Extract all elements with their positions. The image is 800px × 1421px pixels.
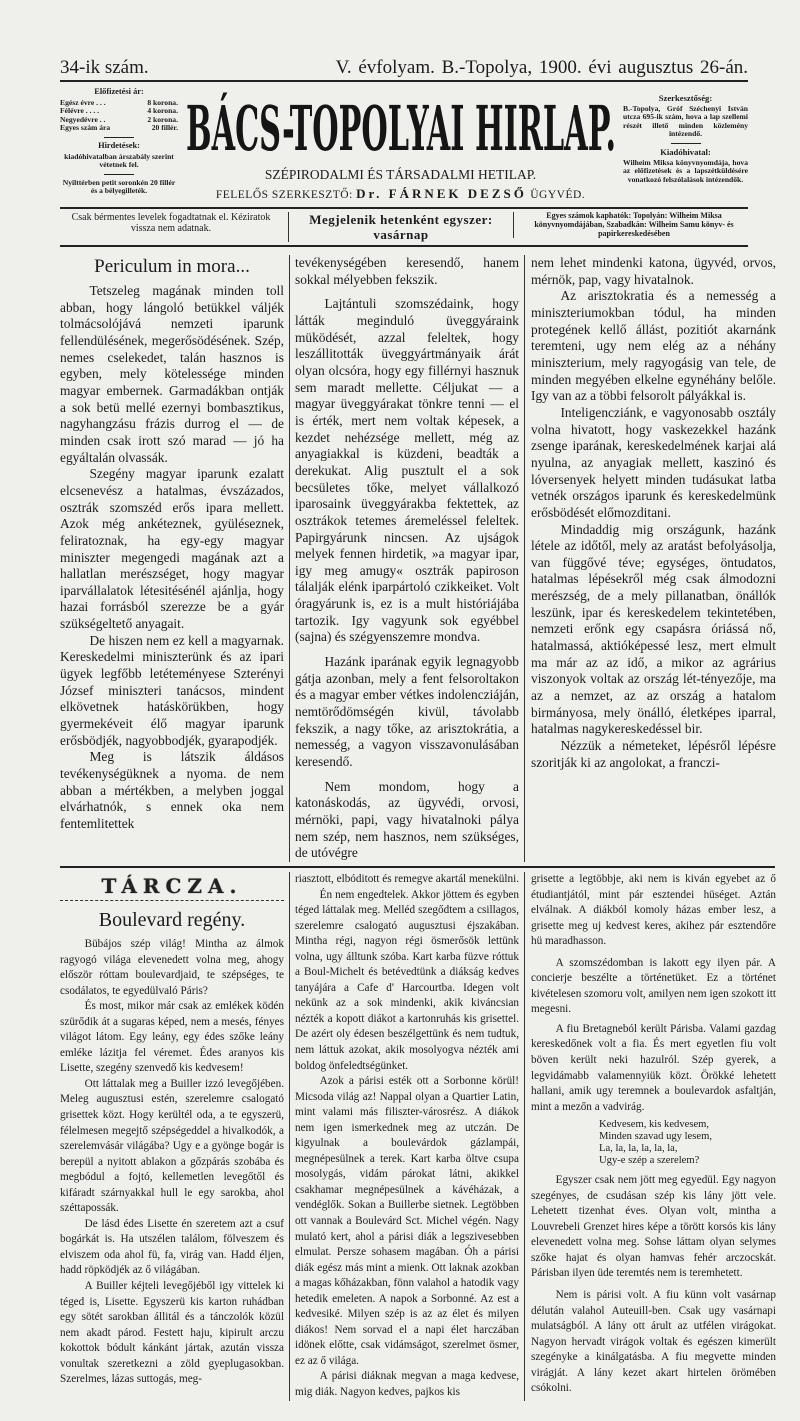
- paragraph: De hiszen nem ez kell a magyarnak. Kereskedelmi miniszterünk és az ipari ügyek legfőbb letéteményese Szterényi József miniszteri tanácsos, mindent elkövetnek hatáskörükben, hogy gyermekéveit élő magyar iparunk erősbödjék, nagyobbodjék, gyarapodjék.: [60, 632, 284, 748]
- price-label: Egyes szám ára: [60, 123, 111, 133]
- editorial-heading: Szerkesztőség:: [658, 93, 713, 103]
- divider: [104, 137, 134, 138]
- issue-number: 34-ik szám.: [60, 57, 149, 78]
- masthead: [178, 88, 623, 203]
- feuilleton-column-1: [60, 872, 290, 1401]
- poem-line: Ugy-e szép a szerelem?: [599, 1155, 700, 1167]
- poem: [599, 1119, 776, 1167]
- paragraph: grisette a legtöbbje, aki nem is kiván egyebet az ő étudiantjától, mint pár esztendei hüséget. Aztán elválnak. A diákból komoly házas ember lesz, a grisette meg uj kedvest keres, akihez pár esztendőre hü maradhasson.: [531, 872, 776, 948]
- paragraph: Szegény magyar iparunk ezalatt elcsenevész a hatalmas, évszázados, osztrák szomszéd erős ipara mellett. Azok még ankéteznek, gyüléseznek, feliratoznak, ha egy-egy magyar miniszter megengedi magának azt a hallatlan merészséget, hogy magyar iparvállalatok létesitésénél ajánlja, hogy hazai forrásból szerezze be a gyár szükségeltető anyagait.: [60, 466, 284, 632]
- notice-letters: Csak bérmentes levelek fogadtatnak el. Kéziratok vissza nem adatnak.: [71, 212, 271, 234]
- paragraph: Meg is látszik áldásos tevékenységüknek a nyoma. de nem abban a mértékben, a melyben joggal elvárhatnók, s ennek oka nem fentemlitettek: [60, 749, 284, 831]
- paragraph: Én nem engedtelek. Akkor jöttem és egyben téged láttalak meg. Melléd szegődtem a csillagos, szerelemre csalogató augusztusi éjszakában. Mintha régi, nagyon régi ösmerősök lettünk volna, ugy álltunk szóba. Kart karba füzve róttuk a Boul-Michelt és betévedtünk a diákság kedves tanyájára a Cafe d' Harcourtba. Idegen volt nekünk az a sok mindenki, akik kiváncsian nézték a kopott diákot a kartonruhás kis grisettel. De azért oly édesen beszélgettünk és nem tudtuk, nem láttuk azokat, akik mosolyogva nézték ami boldog önfeledtségünket.: [295, 888, 519, 1072]
- newspaper-subtitle: SZÉPIRODALMI ÉS TÁRSADALMI HETILAP.: [264, 167, 537, 182]
- editor-label: FELELŐS SZERKESZTŐ:: [215, 189, 353, 201]
- paragraph: Inteligencziánk, e vagyonosabb osztály volna hivatott, hogy vaskezekkel hazánk zsenge iparának, kereskedelmének karjai alá nyulna, az anyagiak mellett, kaszinó és lóversenyek helyett minden tudásukat latba vetnék országos iparunk és kereskedelmünk erősbödését előmozditani.: [531, 404, 776, 520]
- paragraph: Az arisztokratia és a nemesség a miniszteriumokban tódul, ha minden protegének kellő állást, pozitiót akarnánk teremteni, ugy nem elég az a néhány miniszterium, mely ragyogásig van tele, de minden megyében elkelne egynéhány belőle. Igy van az a többi felsorolt pályákkal is.: [531, 288, 776, 404]
- article-column-3: [525, 255, 776, 862]
- poem-line: La, la, la, la, la, la,: [599, 1143, 678, 1155]
- paragraph: Nézzük a németeket, lépésről lépésre szoritják ki az angolokat, a franczi-: [531, 738, 776, 770]
- paragraph: Hazánk iparának egyik legnagyobb gátja azonban, mely a fent felsoroltakon és a magyar ember vétkes indolencziáján, nemtörődömségén kivül, távolabb fekszik, a nagy tőke, az arisztokrátia, a nemesség, a vagyon visszavonulásában keresendő.: [295, 654, 519, 770]
- paragraph: Ott láttalak meg a Builler izzó levegőjében. Meleg augusztusi estén, szerelemre csalogató grisettek közt. Hogy kerültél oda, a te egyszerü, félelmesen megejtő szépségeddel a hivalkodók, a szerelemvásár világába? Ugy e a gyönge bogár is berepül a nyitott ablakon a gőzpárás szobába és megbódul a fojtó, kellemetlen levegőtől és kifáradt szárnyakkal hull le egy sarokba, ahol széttapossák.: [60, 1077, 284, 1215]
- paragraph: riasztott, elbóditott és remegve akartál menekülni.: [295, 872, 519, 885]
- price-row: [60, 124, 178, 133]
- divider: [104, 174, 134, 175]
- publisher-text: Wilheim Miksa könyvnyomdája, hova az előfizetések és a lapszétküldésére vonatkozó felszólalások intézendők.: [623, 157, 748, 184]
- editor-line: [184, 186, 617, 203]
- editor-title: ÜGYVÉD.: [530, 189, 586, 201]
- top-line: [60, 56, 748, 80]
- price-value: 2 korona.: [147, 114, 178, 124]
- paragraph: Nem is párisi volt. A fiu künn volt vasárnap délután valahol Auteuill-ben. Csak ugy vasárnapi mulatságból. A lány ott árult az utfélen virágokat. Nagyon hervadt virágok voltak és egészen kimerült szegényke a kinálgatásba. A fiu megvette minden virágját. A lány kezet akart hirtelen örömében csókolni.: [531, 1289, 776, 1395]
- article-section: [60, 247, 775, 866]
- paragraph: nem lehet mindenki katona, ügyvéd, orvos, mérnök, pap, vagy hivatalnok.: [531, 255, 776, 287]
- editor-name: Dr. FÁRNEK DEZSŐ: [356, 186, 527, 201]
- editorial-text: B.-Topolya, Gróf Széchenyi István utcza 695-ik szám, hova a lap szellemi részét illető minden közlemény intézendő.: [623, 103, 748, 139]
- paragraph: tevékenységében keresendő, hanem sokkal mélyebben fekszik.: [295, 255, 519, 287]
- paragraph: A Builler kéjteli levegőjéből igy vittelek ki téged is, Lisette. Egyszerü kis karton ruhádban egy sötét sarokban állitál és a tánczolók közül nem akadt párod. Festett haju, kipirult arczu kokottok bódult kánkánt jártak, azután vissza vonultak szeretkezni a zöld gyeplugasokban. Szerelmes, lázas suttogás, meg-: [60, 1280, 284, 1386]
- paragraph: Bübájos szép világ! Mintha az álmok ragyogó világa elevenedett volna meg, ahogy először róttam boulevardjaid, te szépséges, te csodálatos, te egyedülvaló Páris?: [60, 937, 284, 997]
- feuilleton-title: Boulevard regény.: [98, 908, 246, 931]
- newspaper-title: BÁCS-TOPOLYAI HIRLAP.: [185, 92, 616, 158]
- publisher-heading: Kiadóhivatal:: [660, 146, 711, 157]
- article-column-1: [60, 255, 290, 862]
- header: [60, 82, 748, 207]
- editorial-office-box: [623, 94, 748, 184]
- paragraph: Tetszeleg magának minden toll abban, hogy lángoló betükkel váljék tolmácsolójává nemzeti iparunk fellendülésének, megerősödésének. Szép, nemes cselekedet, talán hasznos is egyben, mely kötelessége minden magyar embernek. Garmadákban ontják a sok betü mellé ezernyi bombasztikus, nagyhangzásu frázis durrog el — de minden csak irott szó marad — jó ha egyáltalán olvassák.: [60, 283, 284, 465]
- paragraph: Lajtántuli szomszédaink, hogy látták meginduló üveggyáraink müködését, azzal feleltek, hogy leszállitották üveggyártmányaik árát olyan olcsóra, hogy egy fillérnyi hasznuk sem maradt mellette. Céljukat — a magyar üveggyárakat tönkre tenni — el is érték, mert nem voltak képesek, a kezdet nehézsége mellett, még az anyagiakkal is küzdeni, beadták a derekukat. Alig pusztult el a sok becsületes tőke, melyet vállalkozó iparosaink üveggyárakba fektettek, az osztrákok tetemes áremeléssel feleltek. Papirgyárunk nincsen. Az ujságok melyek fennen hirdetik, »a magyar ipar, igy meg amugy« osztrák papiroson tálalják elénk iparpártoló czikkeiket. Volt óragyárunk is, ez is a mult históriájába tartozik. Igy vagyunk sok egyébbel (sajna) és szégyenszemre mondva.: [295, 296, 519, 645]
- ads-text: kiadóhivatalban árszabály szerint vétetnek fel.: [64, 151, 174, 170]
- feuilleton-section-heading: TÁRCZA.: [60, 872, 284, 901]
- divider: [671, 143, 701, 144]
- subscription-box: [60, 88, 178, 196]
- notices-row: [60, 209, 748, 245]
- price-label: Negyedévre . .: [60, 114, 106, 124]
- poem-line: Kedvesem, kis kedvesem,: [599, 1119, 710, 1131]
- ads-heading: Hirdetések:: [98, 140, 140, 150]
- paragraph: Azok a párisi esték ott a Sorbonne körül! Micsoda világ az! Nappal olyan a Quartier Latin, mint valami más filiszter-városrész. A diákok nem igen ismerkednek meg az utczán. De kigyulnak a boulevárdok gázlampái, megnépesülnek a terek. Kart karba öltve csupa mosolygás, vidám párokat látni, akikkel csakhamar megnépesülnek a kávéházak, a vendéglők. Sokan a Buillerbe sietnek. Legtöbben ott vannak a Boulevárd Sct. Michel végén. Nagy mulató kert, ahol a párisi diák a legszivesebben elmulat. Persze sohasem magában. Óh a párisi diák egész más mint a mienk. Ott laknak azokban a magas kőházakban, fönn valahol a hatodik vagy hetedik emeleten. A napok a Sorbonné. Az est a kedvesiké. Milyen szép is az az élet és milyen diákos! Nem sorvad el a napi élet harczában idönek előtte, csak vidámságot, szerelmet ösmer, ez az ő világa.: [295, 1075, 519, 1367]
- paragraph: De lásd édes Lisette én szeretem azt a csuf bogárkát is. Ha utszélen találom, fölveszem és elviszem oda ahol fü, fa, virág van. Hadd éljen, hadd röpködjék az ő világában.: [60, 1217, 284, 1277]
- paragraph: Egyszer csak nem jött meg egyedül. Egy nagyon szegényes, de csudásan szép kis lány jött vele. Lehetett tizenhat éves. Olyan volt, mintha a Louvrebeli Grenzet hires képe a törött korsós kis lány elevenedett volna meg. Sohse láttam olyan selymes szőke hajat és olyan hamvas fehér arczocskát. Párisban ilyen üde teremtés nem is teremhetett.: [531, 1174, 776, 1280]
- newspaper-title-graphic: [186, 92, 616, 158]
- paragraph: Nem mondom, hogy a katonáskodás, az ügyvédi, orvosi, mérnöki, papi, vagy hivatalnoki pálya nem szép, nem hasznos, nem szükséges, de utóvégre: [295, 778, 519, 861]
- paragraph: A fiu Bretagneból került Párisba. Valami gazdag kereskedőnek volt a fia. És mert egyetlen fiu volt böven került neki hazulról. Szép gyerek, a legvidámabb valamennyiük közt. Örökké lehetett hallani, amik ugy teremnek a boulevardok asfaltján, mint a mezőn a vadvirág.: [531, 1022, 776, 1113]
- paragraph: A szomszédomban is lakott egy ilyen pár. A concierje beszélte a történetüket. Ez a történet kivételesen szomoru volt, amilyen nem igen szokott itt megesni.: [531, 956, 776, 1016]
- article-column-2: [290, 255, 525, 862]
- price-value: 20 fillér.: [151, 123, 178, 133]
- notice-sales: Egyes számok kaphatók: Topolyán: Wilheim Miksa könyvnyomdájában, Szabadkán: Wilheim Samu könyv- és papirkereskedésében: [513, 212, 748, 238]
- price-label: Félévre . . . .: [60, 106, 100, 116]
- feuilleton-column-3: [525, 872, 776, 1401]
- dateline: V. évfolyam. B.-Topolya, 1900. évi augusztus 26-án.: [335, 57, 748, 78]
- paragraph: Mindaddig mig országunk, hazánk létele az időtől, mely az aratást befolyásolja, van függővé téve; egységes, öntudatos, hatalmas lépésekről még csak álmodozni merészség, de a mely pillanatban, önállók leszünk, ipar és kereskedelem tekintetében, nemzeti erőnk egy csapásra óriássá nő, hatalmassá, aktióképessé lesz, mert elmult ma már az az idő, a mikor az agrárius viszonyok voltak az ország lét-tényezője, ma az a nemzet, az az ország a hatalom birmányosa, mely önálló, életképes iparral, hatalmas nagykereskedéssel bir.: [531, 521, 776, 737]
- price-value: 4 korona.: [147, 106, 178, 116]
- subscription-heading: Előfizetési ár:: [94, 87, 144, 96]
- feuilleton-column-2: [290, 872, 525, 1401]
- article-title: Periculum in mora...: [94, 256, 250, 277]
- notice-publication: Megjelenik hetenként egyszer: vasárnap: [288, 212, 513, 242]
- feuilleton-section: [60, 868, 775, 1401]
- paragraph: A párisi diáknak megvan a maga kedvese, mig diák. Nagyon kedves, pajkos kis: [295, 1370, 519, 1399]
- paragraph: És most, mikor már csak az emlékek ködén szürődik át a sugaras képed, nem a mesés, fényes világot látom. Egy leány, egy édes szőke leány emléke lázitja fel véremet. Édes aranyos kis Lisette, szegény szenvedő kis kedvesem!: [60, 1000, 284, 1075]
- newspaper-page: [60, 0, 775, 1421]
- open-space-text: Nyilttérben petit soronkén 20 fillér és a bélyegilleték.: [62, 177, 176, 196]
- poem-line: Minden szavad ugy lesem,: [599, 1131, 712, 1143]
- price-label: Egész évre . . .: [60, 97, 106, 107]
- price-value: 8 korona.: [147, 97, 178, 107]
